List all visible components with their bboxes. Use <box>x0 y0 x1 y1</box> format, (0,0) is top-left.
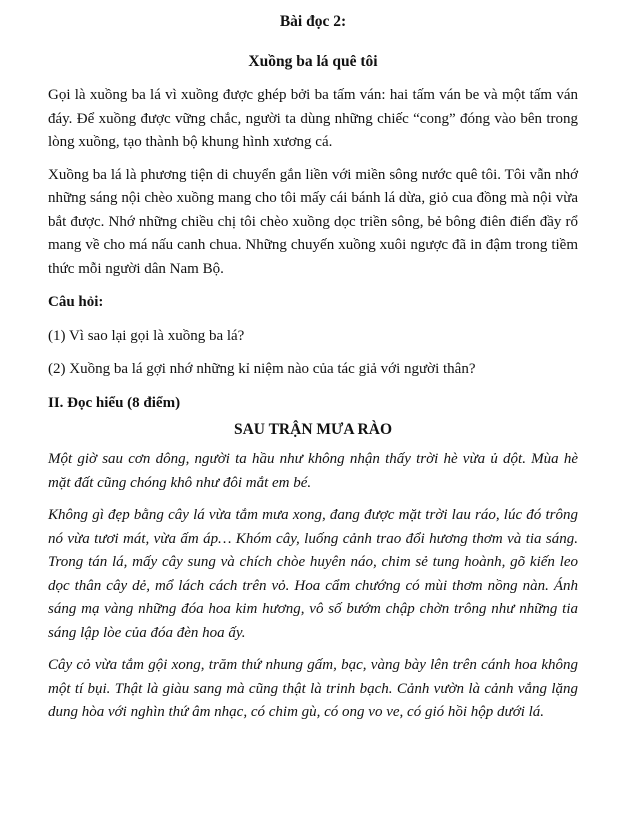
passage-title: SAU TRẬN MƯA RÀO <box>233 421 393 438</box>
passage-paragraph: Một giờ sau cơn dông, người ta hầu như không nhận thấy trời hè vừa ủ dột. Mùa hè mặt đất cũng chóng khô như đôi mắt em bé. <box>48 451 578 491</box>
reading-paragraph: Xuồng ba lá là phương tiện di chuyển gắn liền với miền sông nước quê tôi. Tôi vẫn nhớ những sáng nội chèo xuồng mang cho tôi mấy cái bánh lá dừa, giỏ cua đồng mà nội vừa bắt được. Nhớ những chiều chị tôi chèo xuồng dọc triền sông, bẻ bông điên điển đầy rổ mang về cho má nấu canh chua. Những chuyến xuồng xuôi ngược đã in đậm trong tiềm thức mỗi người dân Nam Bộ. <box>48 166 578 277</box>
question-item: (1) Vì sao lại gọi là xuồng ba lá? <box>48 327 245 344</box>
section-heading: II. Đọc hiểu (8 điểm) <box>48 394 181 411</box>
passage-paragraph: Cây cỏ vừa tắm gội xong, trăm thứ nhung gấm, bạc, vàng bày lên trên cánh hoa không một tí bụi. Thật là giàu sang mà cũng thật là trinh bạch. Cảnh vườn là cảnh vắng lặng dung hòa với nghìn thứ âm nhạc, có chim gù, có ong vo ve, có gió hồi hộp dưới lá. <box>48 657 578 720</box>
document-page <box>48 12 578 725</box>
question-item: (2) Xuồng ba lá gợi nhớ những kỉ niệm nào của tác giả với người thân? <box>48 361 476 377</box>
passage-paragraph: Không gì đẹp bằng cây lá vừa tắm mưa xong, đang được mặt trời lau ráo, lúc đó trông nó vừa tươi mát, vừa ấm áp… Khóm cây, luống cảnh trao đổi hương thơm và tia sáng. Trong tán lá, mấy cây sung và chích chòe huyên náo, chim sẻ tung hoành, gõ kiến leo dọc thân cây dẻ, mổ lách cách trên vỏ. Hoa cẩm chướng có mùi thơm nồng nàn. Ánh sáng mạ vàng những đóa hoa kim hương, vô số bướm chập chờn trông như những tia sáng lập lòe của đóa đèn hoa ấy. <box>48 507 578 641</box>
reading-paragraph: Gọi là xuồng ba lá vì xuồng được ghép bởi ba tấm ván: hai tấm ván be và một tấm ván đáy. Để xuồng được vững chắc, người ta dùng những chiếc “cong” đóng vào bên trong lòng xuồng, tạo thành bộ khung hình xương cá. <box>48 87 578 150</box>
reading-title: Xuồng ba lá quê tôi <box>248 53 378 70</box>
reading-heading: Bài đọc 2: <box>279 13 347 30</box>
questions-label: Câu hỏi: <box>48 294 104 310</box>
